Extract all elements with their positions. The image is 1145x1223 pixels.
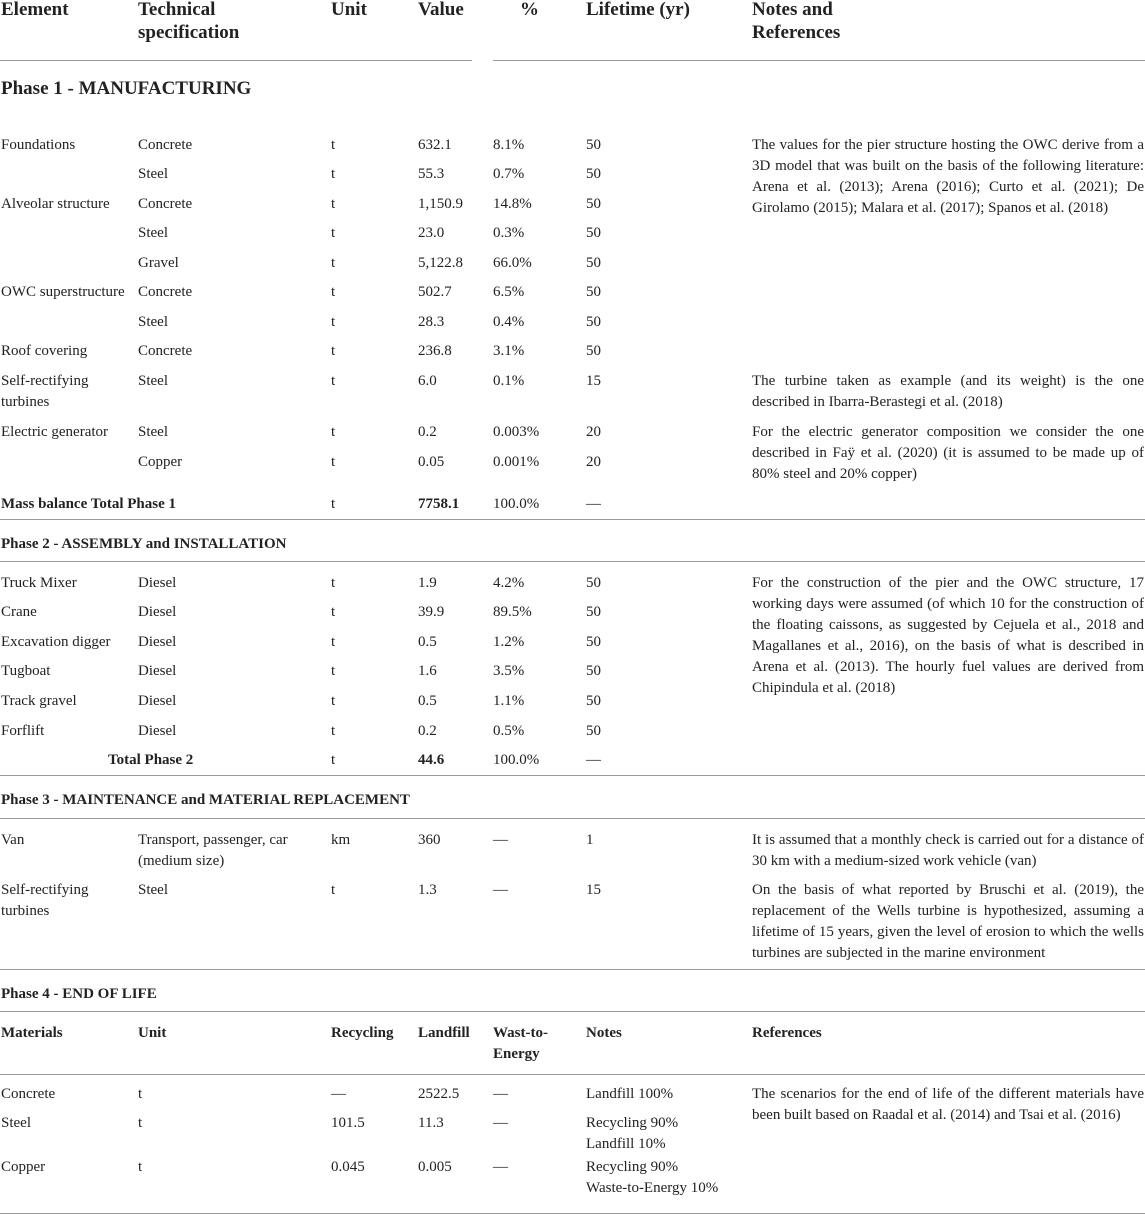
row-unit: t [331, 454, 336, 470]
row-waste-to-energy: — [493, 1115, 508, 1131]
row-lifetime: 50 [586, 575, 601, 591]
header-technical-specification: Technical specification [138, 0, 240, 43]
row-unit: t [331, 196, 336, 212]
row-material: Copper [1, 1159, 46, 1175]
phase1-title: Phase 1 - MANUFACTURING [1, 78, 252, 99]
row-lifetime: 50 [586, 723, 601, 739]
row-percent: 0.001% [493, 454, 540, 470]
row-value: 502.7 [418, 284, 452, 300]
row-note: It is assumed that a monthly check is carried out for a distance of 30 km with a medium-sized work vehicle (van) [752, 832, 1144, 869]
row-spec: Concrete [138, 284, 193, 300]
row-recycling: 101.5 [331, 1115, 365, 1131]
row-note-line: Landfill 100% [586, 1086, 674, 1102]
row-unit: t [331, 255, 336, 271]
row-unit: t [331, 663, 336, 679]
row-element: Tugboat [1, 663, 51, 679]
row-lifetime: 15 [586, 882, 601, 898]
row-unit: t [331, 166, 336, 182]
row-lifetime: 50 [586, 196, 601, 212]
header-waste-to-energy: Wast-to-Energy [493, 1025, 548, 1062]
row-percent: 1.2% [493, 634, 525, 650]
row-unit: t [331, 424, 336, 440]
row-value: 1.3 [418, 882, 437, 898]
row-landfill: 11.3 [418, 1115, 444, 1131]
phase2-title: Phase 2 - ASSEMBLY and INSTALLATION [1, 536, 287, 552]
row-spec: Diesel [138, 663, 177, 679]
row-spec: Steel [138, 314, 168, 330]
row-percent: 0.003% [493, 424, 540, 440]
row-spec: Diesel [138, 634, 177, 650]
row-percent: 0.4% [493, 314, 525, 330]
header-rule-left [0, 60, 472, 61]
row-element: Excavation digger [1, 634, 111, 650]
row-unit: t [331, 137, 336, 153]
row-element: Self-rectifying turbines [1, 373, 89, 410]
row-waste-to-energy: — [493, 1086, 508, 1102]
header-rule-right [493, 60, 1145, 61]
row-lifetime: 50 [586, 343, 601, 359]
row-value: 39.9 [418, 604, 445, 620]
row-lifetime: 50 [586, 166, 601, 182]
row-percent: 89.5% [493, 604, 532, 620]
row-unit: t [331, 882, 336, 898]
row-recycling: 0.045 [331, 1159, 365, 1175]
row-percent: 6.5% [493, 284, 525, 300]
row-note-line: Landfill 10% [586, 1136, 666, 1152]
row-value: 236.8 [418, 343, 452, 359]
row-element: Foundations [1, 137, 76, 153]
row-value: 1,150.9 [418, 196, 463, 212]
header-notes: Notes [586, 1025, 622, 1041]
header-references: References [752, 1025, 822, 1041]
row-element: Self-rectifying turbines [1, 882, 89, 919]
phase1-rule [0, 519, 1145, 520]
row-value: 0.5 [418, 693, 437, 709]
row-lifetime: 50 [586, 693, 601, 709]
row-percent: 14.8% [493, 196, 532, 212]
header-unit: Unit [138, 1025, 167, 1041]
row-percent: 3.5% [493, 663, 525, 679]
row-lifetime: 50 [586, 663, 601, 679]
row-element: Electric generator [1, 424, 109, 440]
phase2-note: For the construction of the pier and the OWC structure, 17 working days were assumed (of which 10 for the construction of the floating caissons, as suggested by Cejuela et al., 2018 and Magallanes et al., 2016), on the basis of what is described in Arena et al. (2013). The hourly fuel values are derived from Chipindula et al. (2018) [752, 575, 1144, 696]
total-unit: t [331, 752, 336, 768]
row-unit: t [138, 1086, 143, 1102]
row-percent: 4.2% [493, 575, 525, 591]
row-unit: t [138, 1115, 143, 1131]
row-unit: t [331, 634, 336, 650]
row-landfill: 2522.5 [418, 1086, 460, 1102]
row-spec: Concrete [138, 343, 193, 359]
phase2-title-rule [0, 561, 1145, 562]
row-unit: t [331, 604, 336, 620]
row-spec: Diesel [138, 575, 177, 591]
phase1-note-generator: For the electric generator composition we consider the one described in Faÿ et al. (2020) (it is assumed to be made up of 80% steel and 20% copper) [752, 424, 1144, 482]
row-value: 0.2 [418, 424, 437, 440]
row-note-line: Recycling 90% [586, 1159, 679, 1175]
row-unit: t [138, 1159, 143, 1175]
row-spec: Diesel [138, 604, 177, 620]
row-note-line: Waste-to-Energy 10% [586, 1180, 719, 1196]
row-lifetime: 50 [586, 314, 601, 330]
row-percent: 0.1% [493, 373, 525, 389]
row-lifetime: 50 [586, 604, 601, 620]
row-spec: Steel [138, 373, 168, 389]
total-lifetime: — [586, 752, 601, 768]
phase3-title-rule [0, 818, 1145, 819]
row-value: 1.6 [418, 663, 437, 679]
row-percent: 0.5% [493, 723, 525, 739]
row-lifetime: 1 [586, 832, 594, 848]
row-lifetime: 50 [586, 284, 601, 300]
row-value: 6.0 [418, 373, 437, 389]
row-lifetime: 15 [586, 373, 601, 389]
row-element: Forflift [1, 723, 45, 739]
row-element: OWC superstructure [1, 284, 125, 300]
row-element: Truck Mixer [1, 575, 77, 591]
header-value: Value [418, 0, 464, 20]
total-unit: t [331, 496, 336, 512]
total-label: Mass balance Total Phase 1 [1, 496, 177, 512]
phase4-reference: The scenarios for the end of life of the different materials have been built based on Raadal et al. (2014) and Tsai et al. (2016) [752, 1086, 1144, 1123]
phase4-title-rule [0, 1011, 1145, 1012]
row-value: 632.1 [418, 137, 452, 153]
header-element: Element [1, 0, 69, 20]
row-percent: — [493, 832, 508, 848]
header-recycling: Recycling [331, 1025, 394, 1041]
row-element: Roof covering [1, 343, 88, 359]
row-percent: 1.1% [493, 693, 525, 709]
row-value: 360 [418, 832, 441, 848]
row-value: 1.9 [418, 575, 437, 591]
row-percent: — [493, 882, 508, 898]
row-percent: 66.0% [493, 255, 532, 271]
row-spec: Gravel [138, 255, 179, 271]
header-percent: % [520, 0, 539, 20]
row-value: 23.0 [418, 225, 445, 241]
row-unit: t [331, 284, 336, 300]
row-lifetime: 50 [586, 225, 601, 241]
row-note-line: Recycling 90% [586, 1115, 679, 1131]
total-value: 44.6 [418, 752, 445, 768]
row-material: Steel [1, 1115, 31, 1131]
row-lifetime: 50 [586, 137, 601, 153]
row-unit: t [331, 723, 336, 739]
row-unit: t [331, 373, 336, 389]
total-label: Total Phase 2 [108, 752, 194, 768]
phase1-note-pier: The values for the pier structure hosting the OWC derive from a 3D model that was built on the basis of the following literature: Arena et al. (2013); Arena (2016); Curto et al. (2021); De Girolamo (2015); Malara et al. (2017); Spanos et al. (2018) [752, 137, 1144, 216]
row-lifetime: 50 [586, 255, 601, 271]
row-unit: t [331, 343, 336, 359]
row-spec: Diesel [138, 693, 177, 709]
phase4-header-rule [0, 1074, 1145, 1075]
row-waste-to-energy: — [493, 1159, 508, 1175]
total-percent: 100.0% [493, 752, 540, 768]
row-value: 0.5 [418, 634, 437, 650]
row-recycling: — [331, 1086, 346, 1102]
row-spec: Steel [138, 166, 168, 182]
header-lifetime: Lifetime (yr) [586, 0, 690, 20]
row-value: 55.3 [418, 166, 445, 182]
row-element: Van [1, 832, 25, 848]
total-lifetime: — [586, 496, 601, 512]
phase4-title: Phase 4 - END OF LIFE [1, 986, 157, 1002]
row-element: Track gravel [1, 693, 77, 709]
row-value: 0.2 [418, 723, 437, 739]
row-spec: Concrete [138, 196, 193, 212]
row-percent: 3.1% [493, 343, 525, 359]
phase1-note-turbine: The turbine taken as example (and its weight) is the one described in Ibarra-Berastegi et al. (2018) [752, 373, 1144, 410]
phase3-rule [0, 969, 1145, 970]
phase3-title: Phase 3 - MAINTENANCE and MATERIAL REPLACEMENT [1, 792, 410, 808]
row-unit: t [331, 314, 336, 330]
total-percent: 100.0% [493, 496, 540, 512]
row-spec: Concrete [138, 137, 193, 153]
row-percent: 0.7% [493, 166, 525, 182]
header-materials: Materials [1, 1025, 63, 1041]
row-value: 28.3 [418, 314, 445, 330]
row-spec: Steel [138, 424, 168, 440]
row-landfill: 0.005 [418, 1159, 452, 1175]
row-element: Alveolar structure [1, 196, 110, 212]
table-bottom-rule [0, 1213, 1145, 1214]
row-spec: Copper [138, 454, 183, 470]
row-percent: 0.3% [493, 225, 525, 241]
row-unit: t [331, 575, 336, 591]
row-note: On the basis of what reported by Bruschi et al. (2019), the replacement of the Wells turbine is hypothesized, assuming a lifetime of 15 years, given the level of erosion to which the wells turbines are subjected in the marine environment [752, 882, 1144, 961]
row-value: 0.05 [418, 454, 445, 470]
header-notes-references: Notes and References [752, 0, 841, 43]
row-element: Crane [1, 604, 37, 620]
row-unit: t [331, 693, 336, 709]
row-value: 5,122.8 [418, 255, 463, 271]
row-lifetime: 20 [586, 454, 601, 470]
row-percent: 8.1% [493, 137, 525, 153]
header-unit: Unit [331, 0, 367, 20]
row-lifetime: 50 [586, 634, 601, 650]
row-spec: Transport, passenger, car (medium size) [138, 832, 288, 869]
row-spec: Steel [138, 225, 168, 241]
row-material: Concrete [1, 1086, 56, 1102]
row-lifetime: 20 [586, 424, 601, 440]
row-unit: km [331, 832, 351, 848]
row-spec: Steel [138, 882, 168, 898]
header-landfill: Landfill [418, 1025, 470, 1041]
row-unit: t [331, 225, 336, 241]
total-value: 7758.1 [418, 496, 460, 512]
row-spec: Diesel [138, 723, 177, 739]
phase2-rule [0, 775, 1145, 776]
